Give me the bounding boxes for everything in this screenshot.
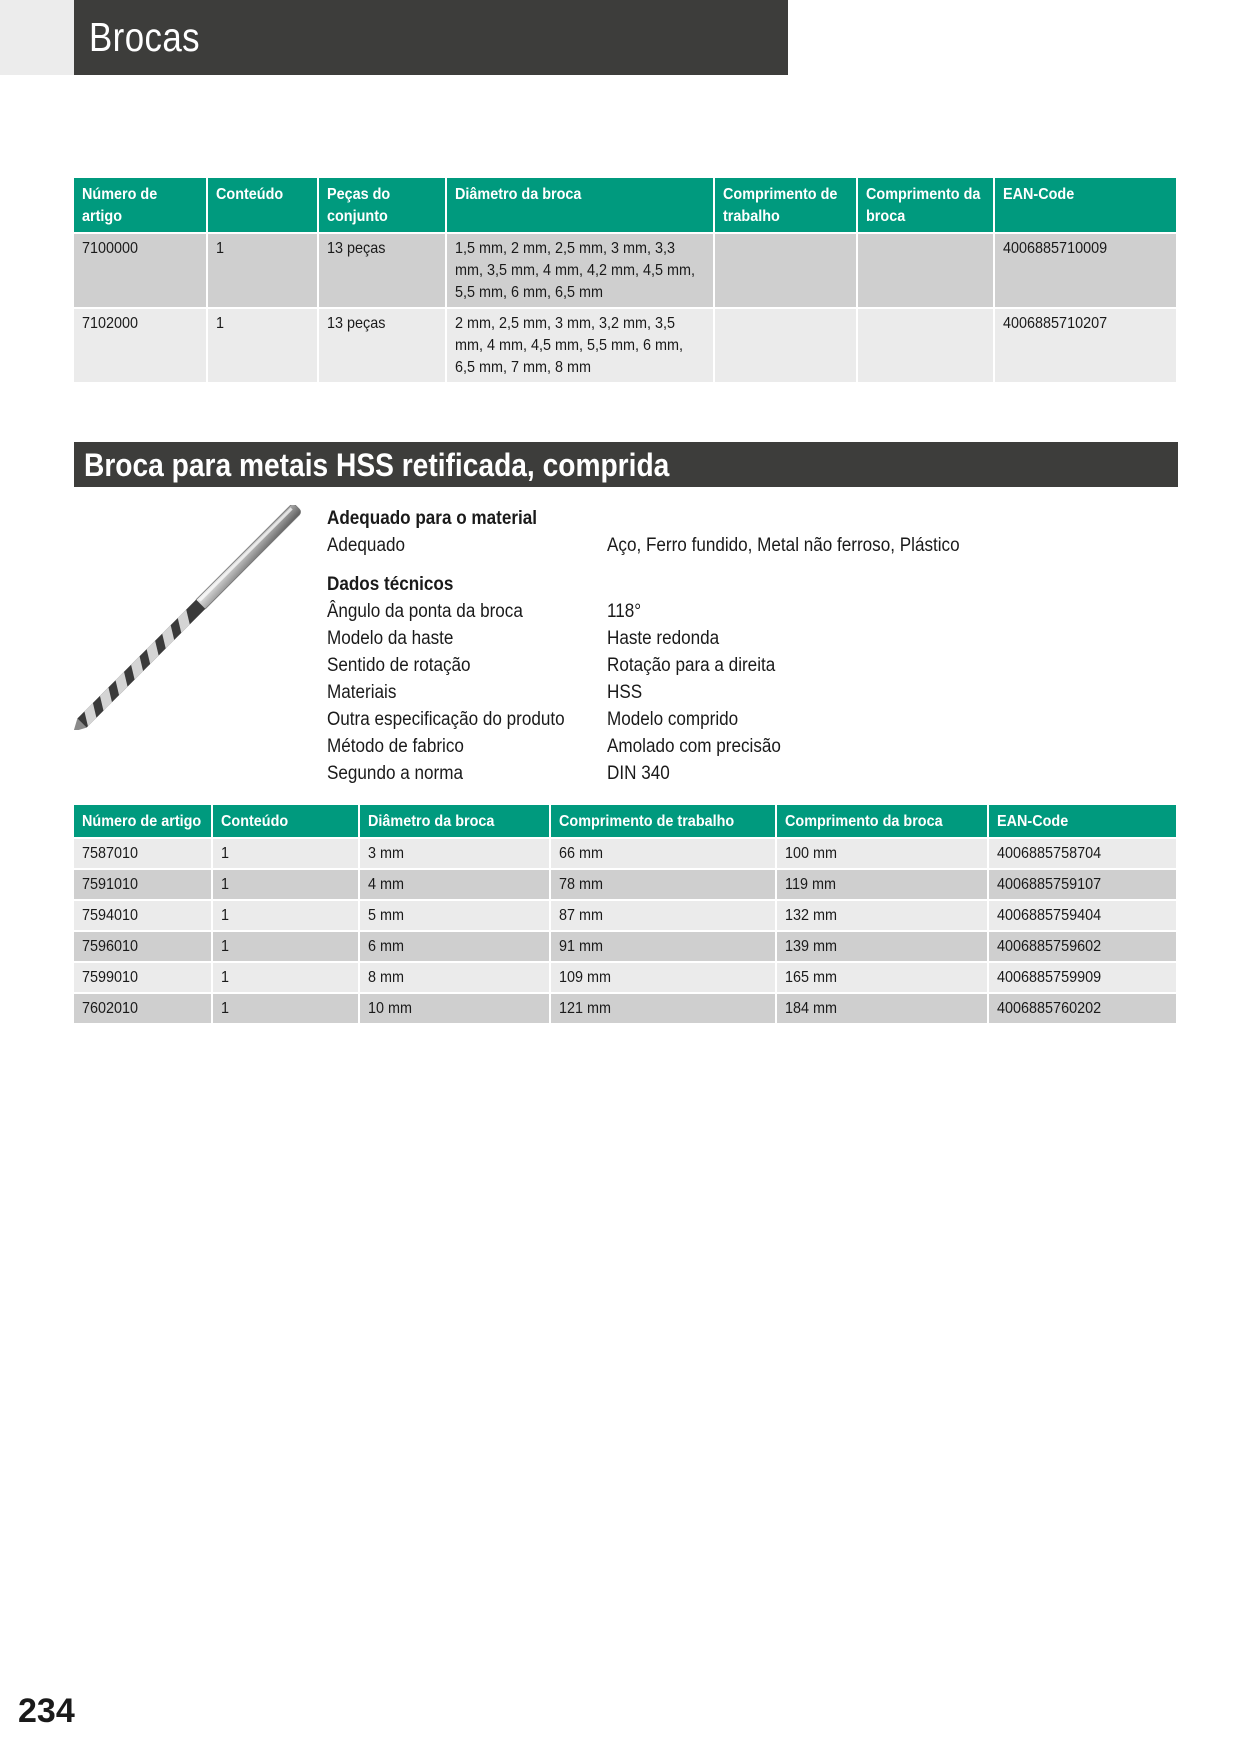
table-header-row xyxy=(74,805,1176,838)
col-header-set-pieces: Peças do conjunto xyxy=(318,178,446,233)
property-row xyxy=(327,760,1147,787)
property-label: Segundo a norma xyxy=(327,763,463,784)
cell-content: 1 xyxy=(207,233,318,308)
cell-drill-diameter: 8 mm xyxy=(359,962,550,993)
table-row xyxy=(74,931,1176,962)
property-value: Haste redonda xyxy=(607,628,720,649)
col-header-drill-diameter: Diâmetro da broca xyxy=(446,178,714,233)
cell-ean-code: 4006885759107 xyxy=(988,869,1176,900)
property-row xyxy=(327,706,1147,733)
cell-drill-length: 184 mm xyxy=(776,993,988,1023)
drill-bit-image xyxy=(74,505,302,730)
cell-article-number: 7602010 xyxy=(74,993,212,1023)
product-properties xyxy=(327,505,1147,787)
cell-article-number: 7596010 xyxy=(74,931,212,962)
cell-content: 1 xyxy=(212,931,359,962)
property-label: Modelo da haste xyxy=(327,628,454,649)
col-header-content: Conteúdo xyxy=(212,805,359,838)
cell-drill-length xyxy=(857,233,994,308)
cell-article-number: 7599010 xyxy=(74,962,212,993)
suitable-heading: Adequado para o material xyxy=(327,508,538,529)
property-label: Adequado xyxy=(327,535,405,556)
cell-ean-code: 4006885710009 xyxy=(994,233,1176,308)
drill-set-table xyxy=(74,178,1176,382)
cell-drill-length: 132 mm xyxy=(776,900,988,931)
cell-drill-diameter: 2 mm, 2,5 mm, 3 mm, 3,2 mm, 3,5 mm, 4 mm, 4,5 mm, 5,5 mm, 6 mm, 6,5 mm, 7 mm, 8 mm xyxy=(446,308,714,382)
page-title-banner xyxy=(74,0,788,75)
cell-working-length: 78 mm xyxy=(550,869,776,900)
property-row xyxy=(327,652,1147,679)
cell-ean-code: 4006885760202 xyxy=(988,993,1176,1023)
product-title: Broca para metais HSS retificada, comprida xyxy=(84,447,670,483)
property-row xyxy=(327,625,1147,652)
table-row xyxy=(74,869,1176,900)
col-header-content: Conteúdo xyxy=(207,178,318,233)
cell-content: 1 xyxy=(212,962,359,993)
drill-variants-table xyxy=(74,805,1176,1023)
cell-article-number: 7587010 xyxy=(74,838,212,869)
cell-drill-length xyxy=(857,308,994,382)
cell-article-number: 7102000 xyxy=(74,308,207,382)
col-header-ean-code: EAN-Code xyxy=(994,178,1176,233)
cell-content: 1 xyxy=(212,869,359,900)
property-value: Amolado com precisão xyxy=(607,736,781,757)
property-row xyxy=(327,733,1147,760)
property-row xyxy=(327,598,1147,625)
table-row xyxy=(74,900,1176,931)
cell-article-number: 7594010 xyxy=(74,900,212,931)
product-title-banner xyxy=(74,442,1178,487)
col-header-article-number: Número de artigo xyxy=(74,178,207,233)
cell-drill-length: 100 mm xyxy=(776,838,988,869)
cell-working-length: 87 mm xyxy=(550,900,776,931)
cell-working-length: 109 mm xyxy=(550,962,776,993)
cell-drill-diameter: 5 mm xyxy=(359,900,550,931)
cell-drill-diameter: 10 mm xyxy=(359,993,550,1023)
property-value: Aço, Ferro fundido, Metal não ferroso, Plástico xyxy=(607,535,960,556)
cell-drill-diameter: 3 mm xyxy=(359,838,550,869)
property-label: Outra especificação do produto xyxy=(327,709,565,730)
property-value: Rotação para a direita xyxy=(607,655,776,676)
property-row xyxy=(327,679,1147,706)
cell-content: 1 xyxy=(207,308,318,382)
property-value: 118° xyxy=(607,601,642,622)
cell-working-length xyxy=(714,233,857,308)
property-label: Ângulo da ponta da broca xyxy=(327,601,523,622)
page-number: 234 xyxy=(18,1692,75,1730)
col-header-ean-code: EAN-Code xyxy=(988,805,1176,838)
property-value: DIN 340 xyxy=(607,763,670,784)
corner-tab xyxy=(0,0,74,75)
cell-article-number: 7100000 xyxy=(74,233,207,308)
technical-data-heading: Dados técnicos xyxy=(327,574,454,595)
property-row xyxy=(327,532,1147,559)
col-header-working-length: Comprimento de trabalho xyxy=(714,178,857,233)
table-row xyxy=(74,962,1176,993)
col-header-working-length: Comprimento de trabalho xyxy=(550,805,776,838)
property-label: Sentido de rotação xyxy=(327,655,471,676)
cell-drill-diameter: 6 mm xyxy=(359,931,550,962)
table-header-row xyxy=(74,178,1176,233)
cell-drill-length: 119 mm xyxy=(776,869,988,900)
cell-working-length: 66 mm xyxy=(550,838,776,869)
page-title: Brocas xyxy=(89,14,201,60)
cell-content: 1 xyxy=(212,838,359,869)
cell-ean-code: 4006885759404 xyxy=(988,900,1176,931)
col-header-drill-length: Comprimento da broca xyxy=(776,805,988,838)
cell-drill-diameter: 4 mm xyxy=(359,869,550,900)
property-value: HSS xyxy=(607,682,643,703)
col-header-drill-length: Comprimento da broca xyxy=(857,178,994,233)
property-value: Modelo comprido xyxy=(607,709,739,730)
cell-working-length: 121 mm xyxy=(550,993,776,1023)
cell-set-pieces: 13 peças xyxy=(318,308,446,382)
property-label: Materiais xyxy=(327,682,397,703)
cell-drill-length: 165 mm xyxy=(776,962,988,993)
col-header-drill-diameter: Diâmetro da broca xyxy=(359,805,550,838)
cell-working-length xyxy=(714,308,857,382)
cell-content: 1 xyxy=(212,900,359,931)
cell-drill-diameter: 1,5 mm, 2 mm, 2,5 mm, 3 mm, 3,3 mm, 3,5 mm, 4 mm, 4,2 mm, 4,5 mm, 5,5 mm, 6 mm, 6,5 mm xyxy=(446,233,714,308)
cell-ean-code: 4006885759602 xyxy=(988,931,1176,962)
cell-ean-code: 4006885710207 xyxy=(994,308,1176,382)
cell-working-length: 91 mm xyxy=(550,931,776,962)
table-row xyxy=(74,838,1176,869)
cell-content: 1 xyxy=(212,993,359,1023)
cell-ean-code: 4006885759909 xyxy=(988,962,1176,993)
property-label: Método de fabrico xyxy=(327,736,464,757)
cell-article-number: 7591010 xyxy=(74,869,212,900)
col-header-article-number: Número de artigo xyxy=(74,805,212,838)
table-row xyxy=(74,308,1176,382)
cell-ean-code: 4006885758704 xyxy=(988,838,1176,869)
table-row xyxy=(74,233,1176,308)
table-row xyxy=(74,993,1176,1023)
cell-set-pieces: 13 peças xyxy=(318,233,446,308)
cell-drill-length: 139 mm xyxy=(776,931,988,962)
